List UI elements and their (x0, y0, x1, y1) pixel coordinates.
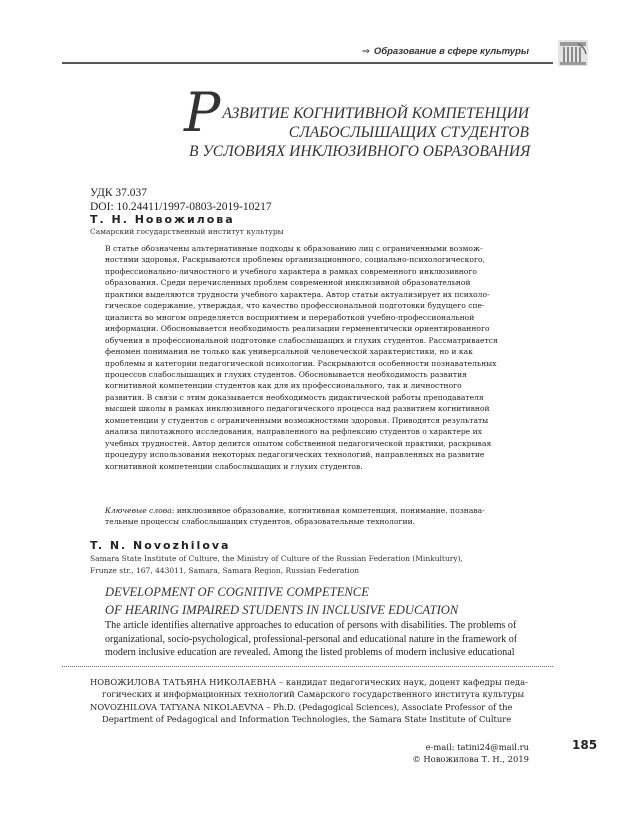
abstract-ru (105, 243, 535, 472)
title-line: АЗВИТИЕ КОГНИТИВНОЙ КОМПЕТЕНЦИИ (222, 105, 529, 122)
keywords-line (105, 505, 535, 516)
doi: DOI: 10.24411/1997-0803-2019-10217 (90, 201, 272, 213)
author-footnote (90, 676, 545, 726)
affiliation-en (90, 553, 463, 576)
abstract-line: анализа пилотажного исследования, направленного на рефлексию студентов о характере их (105, 427, 482, 437)
abstract-line: учебных трудностей. Автор делится опытом собственной педагогической практики, раскрывая (105, 438, 492, 448)
abstract-en (105, 619, 535, 660)
email: e-mail: tatini24@mail.ru (425, 742, 529, 752)
abstract-line: ностями здоровья. Раскрываются проблемы организационного, социально-психологического, (105, 255, 485, 265)
keywords-line: тельные процессы слабослышащих студентов, образовательные технологии. (105, 517, 416, 527)
abstract-line: практики выделяются трудности учебного характера. Автор статьи актуализирует их психоло- (105, 289, 490, 299)
abstract-line: когнитивной компетенции слабослышащих и глухих студентов. (105, 461, 363, 471)
article-title (189, 104, 529, 161)
identifiers (90, 186, 272, 214)
contact-block (412, 741, 529, 766)
abstract-line: компетенции у студентов с ограниченными возможностями здоровья. Приводятся результаты (105, 415, 489, 425)
abstract-line: высшей школы в рамках инклюзивного педагогического процесса над развитием когнитивной (105, 404, 490, 414)
footnote-line: НОВОЖИЛОВА ТАТЬЯНА НИКОЛАЕВНА – кандидат педагогических наук, доцент кафедры педа- (90, 677, 528, 687)
title-en-line: OF HEARING IMPAIRED STUDENTS IN INCLUSIVE EDUCATION (105, 603, 459, 617)
footnote-line: гогических и информационных технологий Самарского государственного института культуры (102, 689, 525, 700)
abstract-line: развития. В связи с этим доказывается необходимость дидактической работы преподавателя (105, 392, 484, 402)
abstract-line: В статье обозначены альтернативные подходы к образованию лиц с ограниченными возмож- (105, 244, 483, 253)
page-number: 185 (572, 738, 598, 752)
column-logo-icon (558, 40, 588, 66)
affiliation-line: Samara State Institute of Culture, the Ministry of Culture of the Russian Federation (Minkultury), (90, 554, 463, 563)
affiliation-line: Frunze str., 167, 443011, Samara, Samara Region, Russian Federation (90, 565, 360, 575)
abstract-line: когнитивной компетенции студентов как для их профессионального, так и личностного (105, 381, 462, 391)
running-header (362, 46, 529, 57)
footnote-divider (62, 666, 553, 667)
section-name: Образование в сфере культуры (373, 46, 529, 57)
title-line: В УСЛОВИЯХ ИНКЛЮЗИВНОГО ОБРАЗОВАНИЯ (189, 143, 531, 160)
abstract-en-line: organizational, socio-psychological, professional-personal and educational nature in the framework of (105, 633, 518, 645)
author-en: T. N. Novozhilova (90, 539, 231, 552)
abstract-line: информации. Обосновывается необходимость реализации герменевтически ориентированного (105, 324, 490, 334)
abstract-line: циалиста во многом определяется восприятием и переработкой учебно-профессиональной (105, 312, 475, 322)
author-ru: Т. Н. Новожилова (90, 213, 235, 226)
keywords-text: : инклюзивное образование, когнитивная компетенция, понимание, познава- (171, 506, 485, 515)
abstract-en-line: The article identifies alternative approaches to education of persons with disabilities. The problems of (105, 620, 517, 631)
abstract-line: обучения в профессиональной подготовке слабослышащих и глухих студентов. Рассматривается (105, 335, 498, 345)
abstract-line: гическое содержание, утверждая, что качество профессиональной подготовки будущего спе- (105, 301, 485, 311)
copyright: © Новожилова Т. Н., 2019 (412, 754, 529, 765)
abstract-en-line: modern inclusive education are revealed. Among the listed problems of modern inclusive educational (105, 647, 515, 659)
abstract-line: процессов слабослышащих и глухих студентов. Обосновывается необходимость развития (105, 369, 467, 379)
affiliation-ru: Самарский государственный институт культуры (90, 227, 284, 236)
keywords-label: Ключевые слова (105, 506, 172, 515)
footnote-line: Department of Pedagogical and Information Technologies, the Samara State Institute of Culture (102, 714, 512, 725)
title-drop-cap: Р (184, 81, 221, 144)
abstract-line: проблемы и категории педагогической психологии. Раскрываются особенности познавательных (105, 358, 497, 368)
udk: УДК 37.037 (90, 187, 147, 199)
title-line: СЛАБОСЛЫШАЩИХ СТУДЕНТОВ (288, 124, 529, 141)
article-title-en (105, 583, 458, 619)
abstract-line: феномен понимания не только как универсальной человеческой характеристики, но и как (105, 347, 473, 357)
abstract-line: процедуру использования некоторых педагогических технологий, направленных на развитие (105, 450, 485, 460)
double-arrow-icon: ⇒ (361, 46, 370, 57)
footnote-line: NOVOZHILOVA TATYANA NIKOLAEVNA – Ph.D. (Pedagogical Sciences), Associate Professor of the (90, 701, 513, 712)
header-rule (62, 62, 553, 64)
abstract-line: профессионально-личностного и учебного характера в рамках современного инклюзивного (105, 266, 477, 276)
keywords-ru (105, 505, 535, 528)
title-en-line: DEVELOPMENT OF COGNITIVE COMPETENCE (105, 585, 369, 599)
abstract-line: образования. Среди перечисленных проблем современной инклюзивной образовательной (105, 278, 471, 288)
